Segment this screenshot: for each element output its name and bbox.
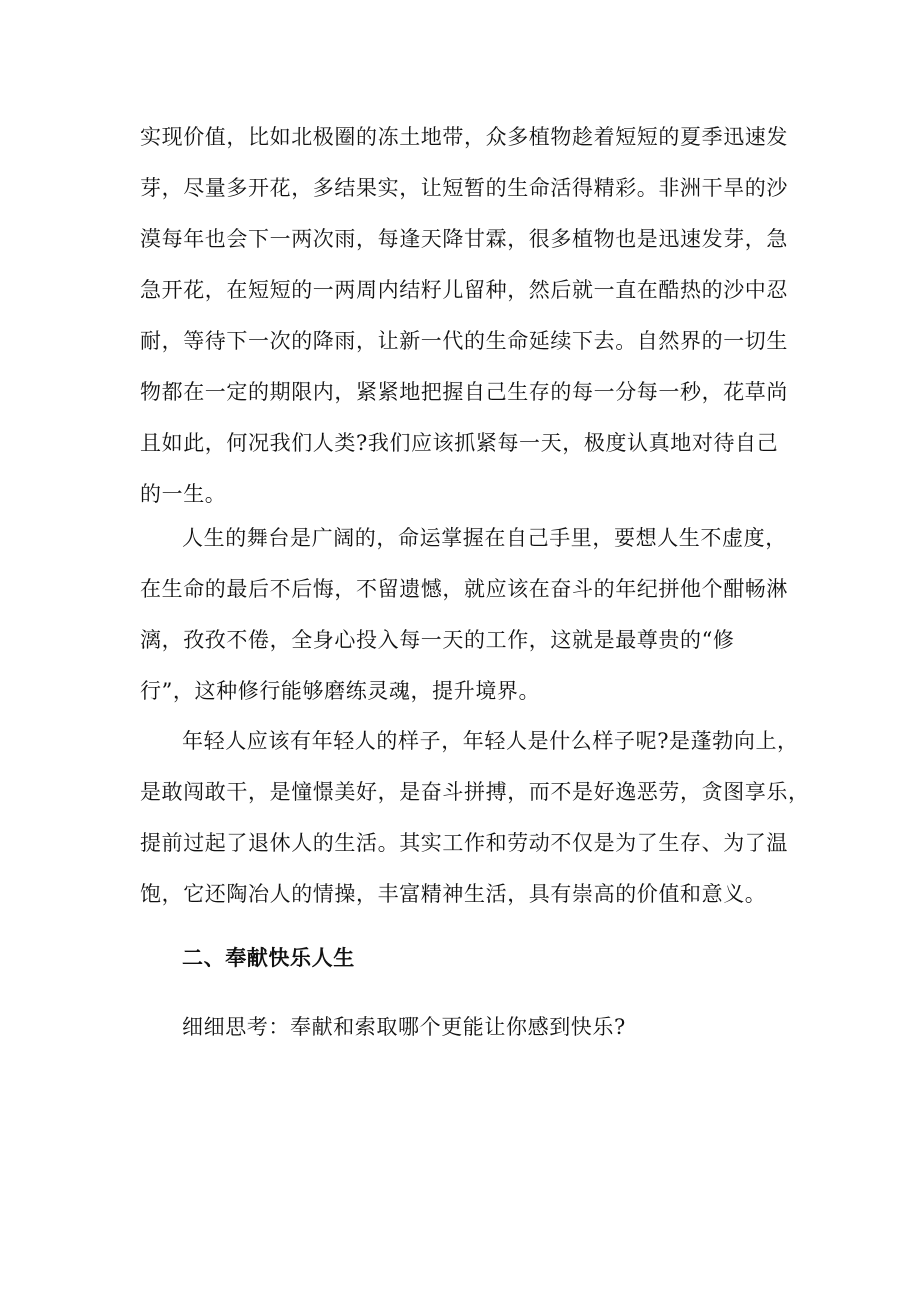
paragraph-line: 饱，它还陶冶人的情操，丰富精神生活，具有崇高的价值和意义。 <box>140 882 767 906</box>
paragraph-line: 年轻人应该有年轻人的样子，年轻人是什么样子呢?是蓬勃向上， <box>182 729 799 753</box>
paragraph-line: 提前过起了退休人的生活。其实工作和劳动不仅是为了生存、为了温 <box>140 831 788 855</box>
paragraph-1 <box>140 112 788 520</box>
paragraph-line: 漓，孜孜不倦，全身心投入每一天的工作，这就是最尊贵的“修 <box>140 628 735 652</box>
section-heading: 二、奉献快乐人生 <box>182 945 355 970</box>
paragraph-line: 急开花，在短短的一两周内结籽儿留种，然后就一直在酷热的沙中忍 <box>140 278 788 302</box>
paragraph-line: 在生命的最后不后悔，不留遗憾，就应该在奋斗的年纪拼他个酣畅淋 <box>140 577 788 601</box>
paragraph-line: 行”，这种修行能够磨练灵魂，提升境界。 <box>140 679 541 703</box>
paragraph-line: 且如此，何况我们人类?我们应该抓紧每一天，极度认真地对待自己 <box>140 431 779 455</box>
paragraph-line: 实现价值，比如北极圈的冻土地带，众多植物趁着短短的夏季迅速发 <box>140 125 788 149</box>
paragraph-line: 是敢闯敢干，是憧憬美好，是奋斗拼搏，而不是好逸恶劳，贪图享乐， <box>140 780 810 804</box>
paragraph-2 <box>140 513 788 717</box>
paragraph-line: 的一生。 <box>140 482 227 506</box>
paragraph-3 <box>140 716 810 920</box>
paragraph-line: 耐，等待下一次的降雨，让新一代的生命延续下去。自然界的一切生 <box>140 329 788 353</box>
paragraph-line: 芽，尽量多开花，多结果实，让短暂的生命活得精彩。非洲干旱的沙 <box>140 176 788 200</box>
question-text: 细细思考：奉献和索取哪个更能让你感到快乐? <box>182 1015 626 1039</box>
paragraph-line: 人生的舞台是广阔的，命运掌握在自己手里，要想人生不虚度， <box>182 526 787 550</box>
paragraph-line: 漠每年也会下一两次雨，每逢天降甘霖，很多植物也是迅速发芽，急 <box>140 227 788 251</box>
paragraph-line: 物都在一定的期限内，紧紧地把握自己生存的每一分每一秒，花草尚 <box>140 380 788 404</box>
